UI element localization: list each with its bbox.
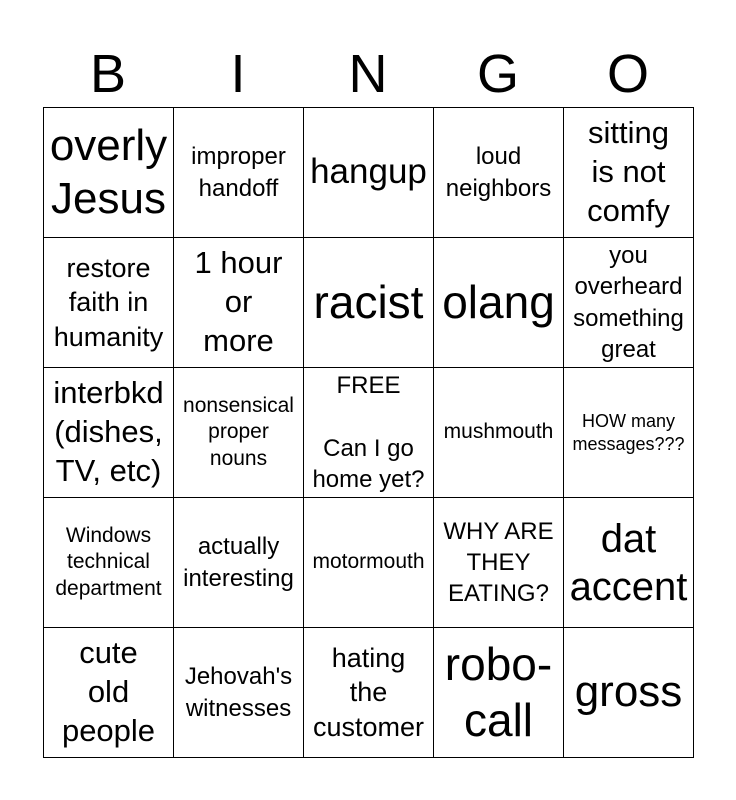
bingo-cell[interactable]: interbkd (dishes, TV, etc) bbox=[44, 368, 174, 498]
header-letter-b: B bbox=[89, 44, 127, 104]
bingo-row bbox=[44, 368, 694, 498]
bingo-cell[interactable]: sitting is not comfy bbox=[564, 108, 694, 238]
bingo-cell[interactable]: racist bbox=[304, 238, 434, 368]
free-space[interactable]: FREE Can I go home yet? bbox=[304, 368, 434, 498]
bingo-cell[interactable]: restore faith in humanity bbox=[44, 238, 174, 368]
bingo-header bbox=[43, 40, 693, 108]
bingo-cell[interactable]: hangup bbox=[304, 108, 434, 238]
bingo-cell[interactable]: mushmouth bbox=[434, 368, 564, 498]
bingo-cell[interactable]: you overheard something great bbox=[564, 238, 694, 368]
bingo-cell[interactable]: WHY ARE THEY EATING? bbox=[434, 498, 564, 628]
header-letter-i: I bbox=[230, 44, 246, 104]
header-letter-n: N bbox=[348, 44, 388, 104]
bingo-row bbox=[44, 498, 694, 628]
bingo-cell[interactable]: improper handoff bbox=[174, 108, 304, 238]
bingo-cell[interactable]: Jehovah's witnesses bbox=[174, 628, 304, 758]
bingo-row bbox=[44, 238, 694, 368]
bingo-cell[interactable]: nonsensical proper nouns bbox=[174, 368, 304, 498]
bingo-cell[interactable]: motormouth bbox=[304, 498, 434, 628]
bingo-cell[interactable]: olang bbox=[434, 238, 564, 368]
bingo-cell[interactable]: actually interesting bbox=[174, 498, 304, 628]
bingo-cell[interactable]: overly Jesus bbox=[44, 108, 174, 238]
header-letter-g: G bbox=[476, 44, 519, 104]
bingo-cell[interactable]: robo- call bbox=[434, 628, 564, 758]
bingo-cell[interactable]: loud neighbors bbox=[434, 108, 564, 238]
bingo-row bbox=[44, 628, 694, 758]
bingo-row bbox=[44, 108, 694, 238]
bingo-cell[interactable]: gross bbox=[564, 628, 694, 758]
bingo-cell[interactable]: 1 hour or more bbox=[174, 238, 304, 368]
bingo-cell[interactable]: dat accent bbox=[564, 498, 694, 628]
bingo-cell[interactable]: Windows technical department bbox=[44, 498, 174, 628]
bingo-card-grid bbox=[43, 107, 694, 758]
bingo-cell[interactable]: cute old people bbox=[44, 628, 174, 758]
bingo-cell[interactable]: HOW many messages??? bbox=[564, 368, 694, 498]
header-letter-o: O bbox=[606, 44, 649, 104]
bingo-cell[interactable]: hating the customer bbox=[304, 628, 434, 758]
